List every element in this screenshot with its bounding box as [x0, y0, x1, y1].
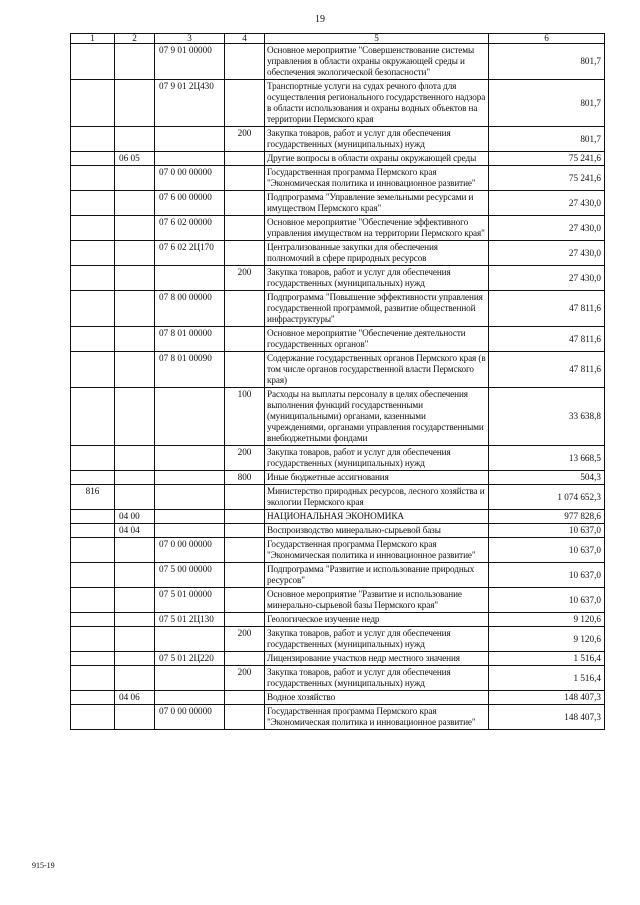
- section-code-cell: [115, 705, 155, 730]
- ministry-code-cell: [71, 327, 115, 352]
- ministry-code-cell: [71, 652, 115, 666]
- target-article-cell: 07 5 01 2Ц220: [155, 652, 225, 666]
- amount-cell: 148 407,3: [489, 705, 605, 730]
- expense-type-cell: [225, 485, 265, 510]
- item-name-cell: Водное хозяйство: [265, 691, 489, 705]
- header-col-4: 4: [225, 34, 265, 44]
- section-code-cell: [115, 538, 155, 563]
- item-name-cell: Государственная программа Пермского края "Экономическая политика и инновационное развитие": [265, 538, 489, 563]
- table-row: [71, 327, 605, 352]
- table-row: [71, 538, 605, 563]
- item-name-cell: Закупка товаров, работ и услуг для обеспечения государственных (муниципальных) нужд: [265, 446, 489, 471]
- expense-type-cell: [225, 352, 265, 388]
- budget-table: [70, 33, 605, 730]
- target-article-cell: 07 5 01 00000: [155, 588, 225, 613]
- section-code-cell: [115, 166, 155, 191]
- target-article-cell: 07 8 01 00090: [155, 352, 225, 388]
- table-row: [71, 588, 605, 613]
- ministry-code-cell: [71, 705, 115, 730]
- amount-cell: 10 637,0: [489, 563, 605, 588]
- table-row: [71, 152, 605, 166]
- amount-cell: 10 637,0: [489, 538, 605, 563]
- target-article-cell: 07 6 00 00000: [155, 191, 225, 216]
- amount-cell: 1 516,4: [489, 666, 605, 691]
- expense-type-cell: 200: [225, 266, 265, 291]
- item-name-cell: Государственная программа Пермского края "Экономическая политика и инновационное развитие": [265, 166, 489, 191]
- amount-cell: 1 074 652,3: [489, 485, 605, 510]
- amount-cell: 27 430,0: [489, 216, 605, 241]
- section-code-cell: [115, 563, 155, 588]
- item-name-cell: Основное мероприятие "Развитие и использование минерально-сырьевой базы Пермского края": [265, 588, 489, 613]
- expense-type-cell: [225, 44, 265, 80]
- item-name-cell: Иные бюджетные ассигнования: [265, 471, 489, 485]
- table-row: [71, 691, 605, 705]
- ministry-code-cell: [71, 510, 115, 524]
- amount-cell: 13 668,5: [489, 446, 605, 471]
- header-col-3: 3: [155, 34, 225, 44]
- target-article-cell: 07 5 01 2Ц130: [155, 613, 225, 627]
- section-code-cell: 04 04: [115, 524, 155, 538]
- target-article-cell: 07 9 01 00000: [155, 44, 225, 80]
- expense-type-cell: [225, 563, 265, 588]
- item-name-cell: Лицензирование участков недр местного значения: [265, 652, 489, 666]
- section-code-cell: [115, 388, 155, 446]
- table-row: [71, 352, 605, 388]
- amount-cell: 504,3: [489, 471, 605, 485]
- ministry-code-cell: [71, 291, 115, 327]
- ministry-code-cell: [71, 216, 115, 241]
- ministry-code-cell: [71, 613, 115, 627]
- table-row: [71, 127, 605, 152]
- item-name-cell: Подпрограмма "Управление земельными ресурсами и имуществом Пермского края": [265, 191, 489, 216]
- expense-type-cell: [225, 538, 265, 563]
- ministry-code-cell: [71, 538, 115, 563]
- expense-type-cell: [225, 613, 265, 627]
- target-article-cell: 07 0 00 00000: [155, 166, 225, 191]
- section-code-cell: [115, 191, 155, 216]
- amount-cell: 801,7: [489, 127, 605, 152]
- expense-type-cell: [225, 191, 265, 216]
- amount-cell: 27 430,0: [489, 241, 605, 266]
- expense-type-cell: [225, 327, 265, 352]
- target-article-cell: 07 9 01 2Ц430: [155, 80, 225, 127]
- expense-type-cell: [225, 588, 265, 613]
- expense-type-cell: 200: [225, 666, 265, 691]
- item-name-cell: Закупка товаров, работ и услуг для обеспечения государственных (муниципальных) нужд: [265, 266, 489, 291]
- item-name-cell: Основное мероприятие "Обеспечение деятельности государственных органов": [265, 327, 489, 352]
- table-row: [71, 80, 605, 127]
- item-name-cell: Геологическое изучение недр: [265, 613, 489, 627]
- section-code-cell: 04 00: [115, 510, 155, 524]
- item-name-cell: Воспроизводство минерально-сырьевой базы: [265, 524, 489, 538]
- target-article-cell: [155, 524, 225, 538]
- amount-cell: 148 407,3: [489, 691, 605, 705]
- expense-type-cell: 200: [225, 446, 265, 471]
- section-code-cell: [115, 471, 155, 485]
- expense-type-cell: [225, 152, 265, 166]
- section-code-cell: [115, 652, 155, 666]
- table-row: [71, 166, 605, 191]
- ministry-code-cell: [71, 524, 115, 538]
- section-code-cell: 06 05: [115, 152, 155, 166]
- section-code-cell: [115, 291, 155, 327]
- section-code-cell: 04 06: [115, 691, 155, 705]
- table-row: [71, 291, 605, 327]
- target-article-cell: [155, 266, 225, 291]
- expense-type-cell: [225, 524, 265, 538]
- table-row: [71, 388, 605, 446]
- table-row: [71, 44, 605, 80]
- amount-cell: 47 811,6: [489, 352, 605, 388]
- amount-cell: 977 828,6: [489, 510, 605, 524]
- expense-type-cell: 200: [225, 127, 265, 152]
- expense-type-cell: [225, 291, 265, 327]
- ministry-code-cell: 816: [71, 485, 115, 510]
- section-code-cell: [115, 80, 155, 127]
- ministry-code-cell: [71, 388, 115, 446]
- table-body: [71, 44, 605, 730]
- target-article-cell: [155, 666, 225, 691]
- section-code-cell: [115, 485, 155, 510]
- table-row: [71, 485, 605, 510]
- item-name-cell: Основное мероприятие "Совершенствование системы управления в области охраны окружающей среды и обеспечения экологической безопасности": [265, 44, 489, 80]
- ministry-code-cell: [71, 627, 115, 652]
- expense-type-cell: [225, 652, 265, 666]
- ministry-code-cell: [71, 588, 115, 613]
- target-article-cell: 07 5 00 00000: [155, 563, 225, 588]
- table-row: [71, 563, 605, 588]
- expense-type-cell: [225, 691, 265, 705]
- table-row: [71, 652, 605, 666]
- amount-cell: 75 241,6: [489, 152, 605, 166]
- ministry-code-cell: [71, 446, 115, 471]
- amount-cell: 33 638,8: [489, 388, 605, 446]
- table-row: [71, 216, 605, 241]
- ministry-code-cell: [71, 80, 115, 127]
- target-article-cell: [155, 388, 225, 446]
- ministry-code-cell: [71, 152, 115, 166]
- item-name-cell: Закупка товаров, работ и услуг для обеспечения государственных (муниципальных) нужд: [265, 627, 489, 652]
- ministry-code-cell: [71, 471, 115, 485]
- item-name-cell: Централизованные закупки для обеспечения полномочий в сфере природных ресурсов: [265, 241, 489, 266]
- target-article-cell: [155, 446, 225, 471]
- table-row: [71, 627, 605, 652]
- expense-type-cell: 100: [225, 388, 265, 446]
- section-code-cell: [115, 352, 155, 388]
- footer-code: 915-19: [32, 861, 55, 870]
- item-name-cell: Подпрограмма "Повышение эффективности управления государственной программой, развитие общественной инфраструктуры": [265, 291, 489, 327]
- header-col-6: 6: [489, 34, 605, 44]
- target-article-cell: [155, 691, 225, 705]
- target-article-cell: 07 6 02 00000: [155, 216, 225, 241]
- table-row: [71, 613, 605, 627]
- target-article-cell: 07 0 00 00000: [155, 538, 225, 563]
- table-row: [71, 705, 605, 730]
- target-article-cell: [155, 485, 225, 510]
- item-name-cell: Государственная программа Пермского края "Экономическая политика и инновационное развитие": [265, 705, 489, 730]
- amount-cell: 75 241,6: [489, 166, 605, 191]
- item-name-cell: Основное мероприятие "Обеспечение эффективного управления имуществом на территории Пермского края": [265, 216, 489, 241]
- target-article-cell: 07 8 01 00000: [155, 327, 225, 352]
- expense-type-cell: [225, 510, 265, 524]
- ministry-code-cell: [71, 563, 115, 588]
- header-col-1: 1: [71, 34, 115, 44]
- item-name-cell: Закупка товаров, работ и услуг для обеспечения государственных (муниципальных) нужд: [265, 666, 489, 691]
- ministry-code-cell: [71, 666, 115, 691]
- amount-cell: 10 637,0: [489, 524, 605, 538]
- target-article-cell: 07 6 02 2Ц170: [155, 241, 225, 266]
- section-code-cell: [115, 627, 155, 652]
- expense-type-cell: [225, 216, 265, 241]
- ministry-code-cell: [71, 241, 115, 266]
- expense-type-cell: [225, 166, 265, 191]
- target-article-cell: 07 0 00 00000: [155, 705, 225, 730]
- amount-cell: 47 811,6: [489, 327, 605, 352]
- table-header-row: [71, 34, 605, 44]
- ministry-code-cell: [71, 44, 115, 80]
- amount-cell: 801,7: [489, 80, 605, 127]
- target-article-cell: [155, 627, 225, 652]
- item-name-cell: Подпрограмма "Развитие и использование природных ресурсов": [265, 563, 489, 588]
- item-name-cell: Расходы на выплаты персоналу в целях обеспечения выполнения функций государственными (муниципальными) органами, казенными учреждениями, органами управления государственными внебюджетными фондами: [265, 388, 489, 446]
- item-name-cell: Транспортные услуги на судах речного флота для осуществления регионального государственного надзора в области использования и охраны водных объектов на территории Пермского края: [265, 80, 489, 127]
- target-article-cell: [155, 152, 225, 166]
- item-name-cell: Содержание государственных органов Пермского края (в том числе органов государственной власти Пермского края): [265, 352, 489, 388]
- section-code-cell: [115, 44, 155, 80]
- target-article-cell: [155, 510, 225, 524]
- table-row: [71, 241, 605, 266]
- item-name-cell: Министерство природных ресурсов, лесного хозяйства и экологии Пермского края: [265, 485, 489, 510]
- ministry-code-cell: [71, 266, 115, 291]
- amount-cell: 10 637,0: [489, 588, 605, 613]
- expense-type-cell: [225, 241, 265, 266]
- page-number: 19: [315, 14, 325, 25]
- table-row: [71, 524, 605, 538]
- ministry-code-cell: [71, 127, 115, 152]
- section-code-cell: [115, 216, 155, 241]
- amount-cell: 27 430,0: [489, 266, 605, 291]
- amount-cell: 1 516,4: [489, 652, 605, 666]
- target-article-cell: [155, 127, 225, 152]
- ministry-code-cell: [71, 691, 115, 705]
- amount-cell: 801,7: [489, 44, 605, 80]
- section-code-cell: [115, 127, 155, 152]
- amount-cell: 9 120,6: [489, 627, 605, 652]
- target-article-cell: 07 8 00 00000: [155, 291, 225, 327]
- section-code-cell: [115, 613, 155, 627]
- header-col-2: 2: [115, 34, 155, 44]
- section-code-cell: [115, 327, 155, 352]
- table-row: [71, 510, 605, 524]
- expense-type-cell: [225, 80, 265, 127]
- amount-cell: 9 120,6: [489, 613, 605, 627]
- table-row: [71, 666, 605, 691]
- item-name-cell: НАЦИОНАЛЬНАЯ ЭКОНОМИКА: [265, 510, 489, 524]
- target-article-cell: [155, 471, 225, 485]
- ministry-code-cell: [71, 352, 115, 388]
- section-code-cell: [115, 588, 155, 613]
- item-name-cell: Другие вопросы в области охраны окружающей среды: [265, 152, 489, 166]
- section-code-cell: [115, 266, 155, 291]
- table-row: [71, 191, 605, 216]
- ministry-code-cell: [71, 166, 115, 191]
- section-code-cell: [115, 446, 155, 471]
- expense-type-cell: [225, 705, 265, 730]
- table-row: [71, 266, 605, 291]
- ministry-code-cell: [71, 191, 115, 216]
- amount-cell: 27 430,0: [489, 191, 605, 216]
- expense-type-cell: 800: [225, 471, 265, 485]
- amount-cell: 47 811,6: [489, 291, 605, 327]
- item-name-cell: Закупка товаров, работ и услуг для обеспечения государственных (муниципальных) нужд: [265, 127, 489, 152]
- expense-type-cell: 200: [225, 627, 265, 652]
- table-row: [71, 471, 605, 485]
- section-code-cell: [115, 666, 155, 691]
- header-col-5: 5: [265, 34, 489, 44]
- section-code-cell: [115, 241, 155, 266]
- table-row: [71, 446, 605, 471]
